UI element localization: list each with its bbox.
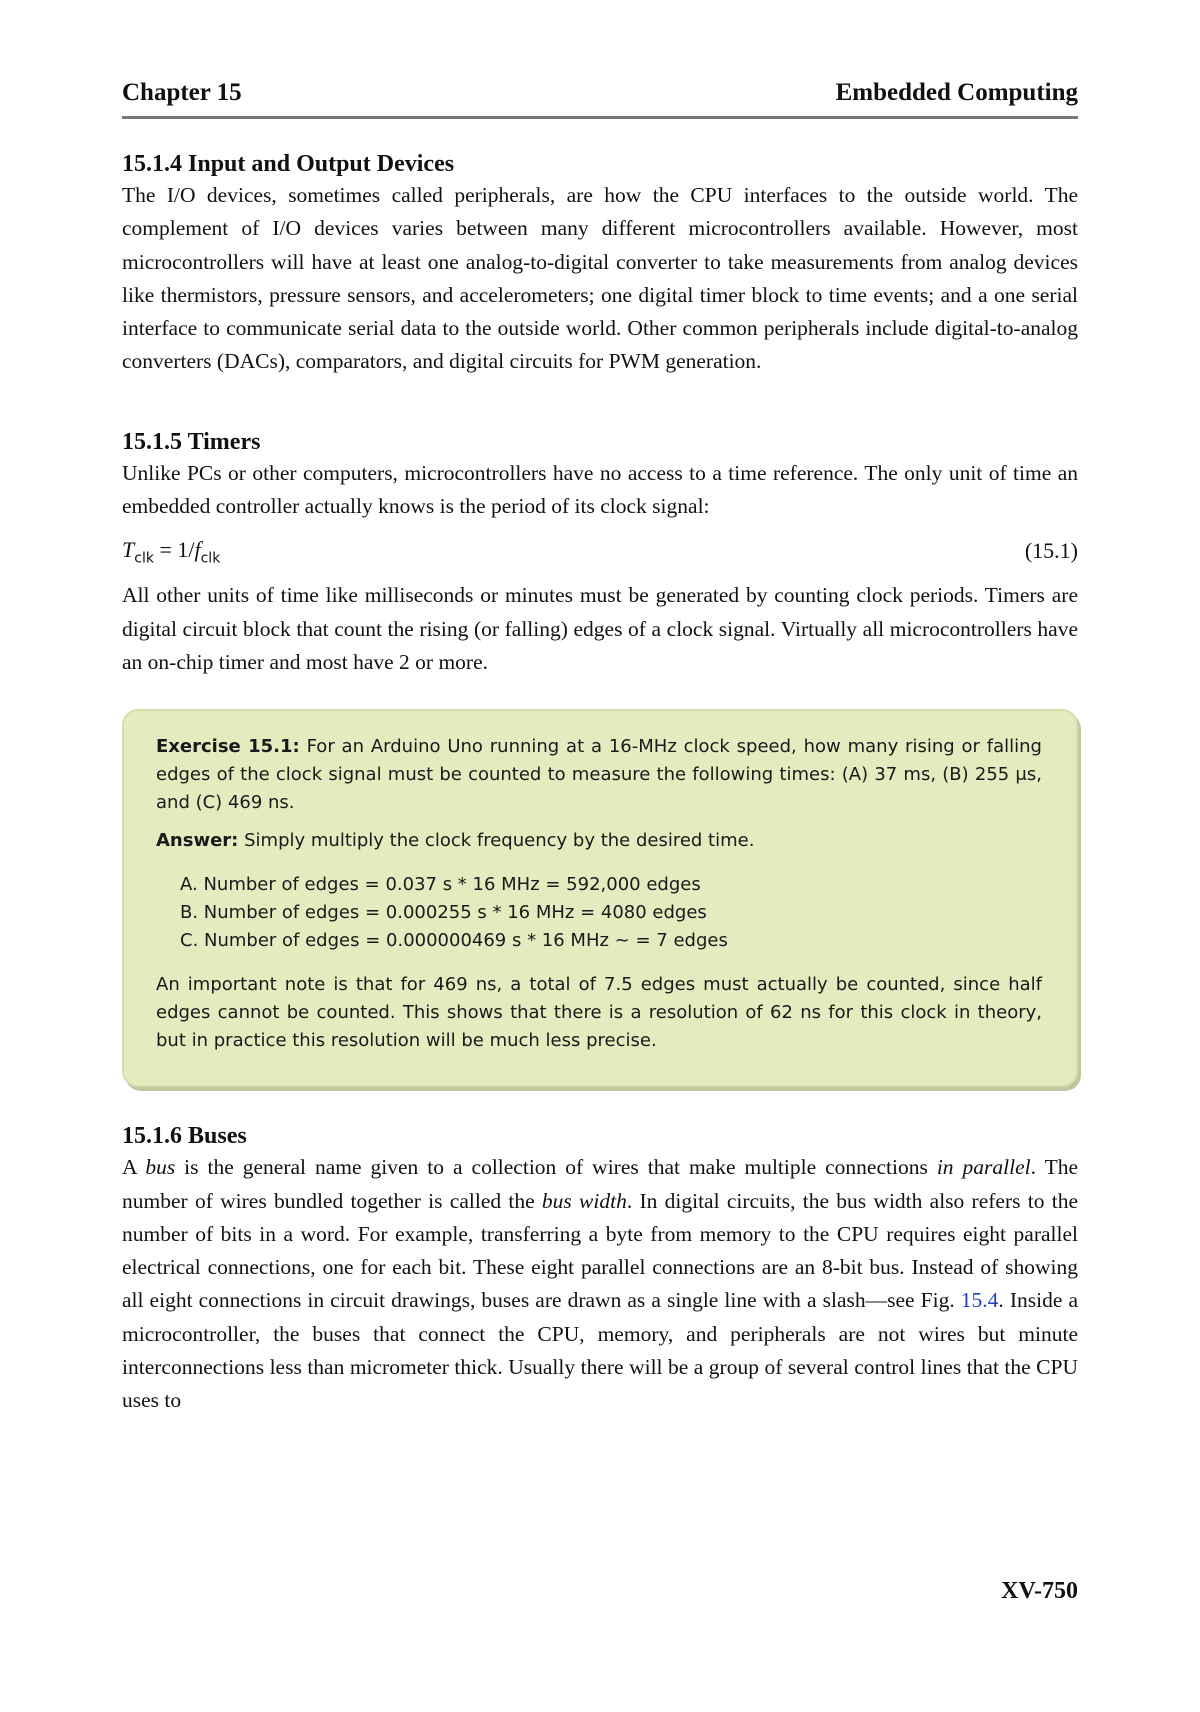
chapter-title: Embedded Computing [835, 79, 1078, 106]
exercise-question: Exercise 15.1: For an Arduino Uno running at a 16-MHz clock speed, how many rising or falling edges of the clock signal must be counted to measure the following times: (A) 37 ms, (B) 255 μs, and (C) 469 ns. [156, 736, 1042, 814]
answer-label: Answer: [156, 830, 239, 852]
section-timers [122, 427, 1078, 679]
section-heading: 15.1.4 Input and Output Devices [122, 151, 455, 177]
answer-list [180, 871, 1042, 955]
paragraph: A bus is the general name given to a collection of wires that make multiple connections in parallel. The number of wires bundled together is called the bus width. In digital circuits, the bus width also refers to the number of bits in a word. For example, transferring a byte from memory to the CPU requires eight parallel electrical connections, one for each bit. These eight parallel connections are an 8-bit bus. Instead of showing all eight connections in circuit drawings, buses are drawn as a single line with a slash—see Fig. 15.4. Inside a microcontroller, the buses that connect the CPU, memory, and peripherals are not wires but minute interconnections less than micrometer thick. Usually there will be a group of several control lines that the CPU uses to [122, 1155, 1079, 1413]
term-bus: bus [145, 1155, 176, 1180]
figure-link[interactable]: 15.4 [960, 1288, 999, 1313]
paragraph: Unlike PCs or other computers, microcontrollers have no access to a time reference. The only unit of time an embedded controller actually knows is the period of its clock signal: [122, 460, 1078, 519]
section-buses [122, 1121, 1078, 1417]
list-item: C. Number of edges = 0.000000469 s * 16 MHz ~ = 7 edges [180, 930, 728, 952]
equation-15-1 [122, 533, 1078, 569]
term-in-parallel: in parallel [936, 1155, 1031, 1180]
running-header [122, 78, 1078, 119]
section-heading: 15.1.5 Timers [122, 428, 261, 455]
section-heading: 15.1.6 Buses [122, 1123, 247, 1150]
chapter-label: Chapter 15 [122, 79, 242, 106]
page-number: XV-750 [1001, 1578, 1078, 1604]
section-input-output-devices [122, 149, 1078, 379]
paragraph: The I/O devices, sometimes called peripherals, are how the CPU interfaces to the outside world. The complement of I/O devices varies between many different microcontrollers available. However, most microcontrollers will have at least one analog-to-digital converter to take measurements from analog devices like thermistors, pressure sensors, and accelerometers; one digital timer block to time events; and a one serial interface to communicate serial data to the outside world. Other common peripherals include digital-to-analog converters (DACs), comparators, and digital circuits for PWM generation. [122, 183, 1078, 374]
list-item: A. Number of edges = 0.037 s * 16 MHz = 592,000 edges [180, 874, 701, 896]
equation-number: (15.1) [1024, 538, 1078, 564]
exercise-note: An important note is that for 469 ns, a total of 7.5 edges must actually be counted, since half edges cannot be counted. This shows that there is a resolution of 62 ns for this clock in theory, but in practice this resolution will be much less precise. [156, 974, 1042, 1052]
exercise-label: Exercise 15.1: [156, 736, 300, 758]
paragraph: All other units of time like milliseconds or minutes must be generated by counting clock periods. Timers are digital circuit block that count the rising (or falling) edges of a clock signal. Virtually all microcontrollers have an on-chip timer and most have 2 or more. [122, 583, 1078, 674]
term-bus-width: bus width [541, 1188, 627, 1213]
exercise-box [122, 709, 1078, 1087]
equation-expression: $T_{clk} = 1/f_{clk}$ [122, 536, 221, 567]
list-item: B. Number of edges = 0.000255 s * 16 MHz = 4080 edges [180, 902, 707, 924]
exercise-answer: Answer: Simply multiply the clock frequency by the desired time. [156, 830, 755, 852]
page [122, 78, 1078, 1418]
